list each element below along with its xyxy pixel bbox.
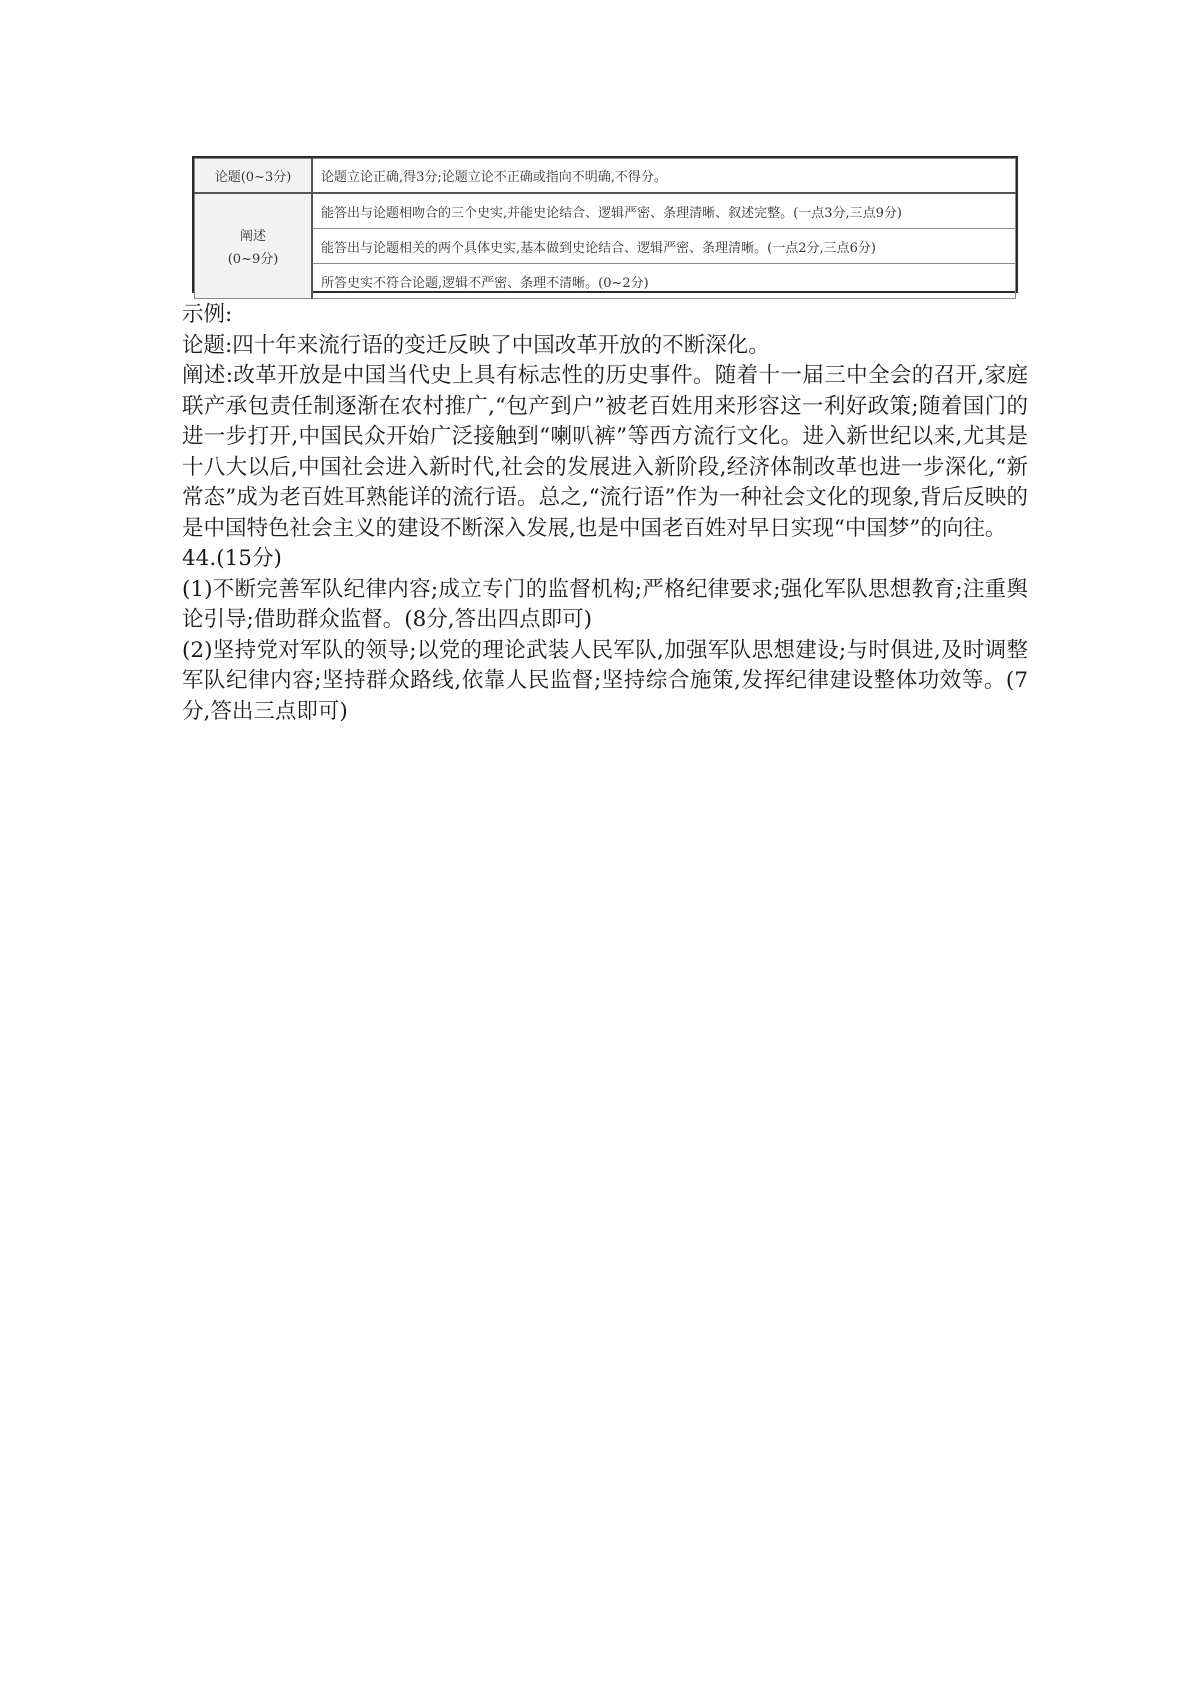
example-heading: 示例:: [182, 302, 233, 327]
answer-body: [182, 300, 1028, 727]
elaboration-criteria-level-3: 所答史实不符合论题,逻辑不严密、条理不清晰。(0~2分): [312, 264, 1016, 299]
rubric-row-elaboration: [195, 229, 1016, 264]
elaboration-criteria-level-1: 能答出与论题相吻合的三个史实,并能史论结合、逻辑严密、条理清晰、叙述完整。(一点3分,三点9分): [312, 193, 1016, 229]
elaboration-label-title: 阐述: [239, 229, 266, 244]
rubric-row-thesis: [195, 159, 1016, 194]
example-elaboration: 阐述:改革开放是中国当代史上具有标志性的历史事件。随着十一届三中全会的召开,家庭联产承包责任制逐渐在农村推广,“包产到户”被老百姓用来形容这一利好政策;随着国门的进一步打开,中国民众开始广泛接触到“喇叭裤”等西方流行文化。进入新世纪以来,尤其是十八大以后,中国社会进入新时代,社会的发展进入新阶段,经济体制改革也进一步深化,“新常态”成为老百姓耳熟能详的流行语。总之,“流行语”作为一种社会文化的现象,背后反映的是中国特色社会主义的建设不断深入发展,也是中国老百姓对早日实现“中国梦”的向往。: [182, 363, 1028, 541]
thesis-label: 论题(0~3分): [195, 159, 313, 194]
elaboration-criteria-level-2: 能答出与论题相关的两个具体史实,基本做到史论结合、逻辑严密、条理清晰。(一点2分,三点6分): [312, 229, 1016, 264]
question-44-heading: 44.(15分): [182, 546, 282, 571]
rubric-row-elaboration: [195, 264, 1016, 299]
elaboration-label: [195, 193, 313, 299]
rubric-row-elaboration: [195, 193, 1016, 229]
thesis-criteria: 论题立论正确,得3分;论题立论不正确或指向不明确,不得分。: [312, 159, 1016, 194]
scoring-rubric-table: [192, 156, 1018, 293]
elaboration-label-score: (0~9分): [227, 252, 279, 267]
question-44-part-2: (2)坚持党对军队的领导;以党的理论武装人民军队,加强军队思想建设;与时俱进,及时调整军队纪律内容;坚持群众路线,依靠人民监督;坚持综合施策,发挥纪律建设整体功效等。(7分,答出三点即可): [182, 637, 1028, 724]
example-thesis: 论题:四十年来流行语的变迁反映了中国改革开放的不断深化。: [182, 332, 770, 358]
question-44-part-1: (1)不断完善军队纪律内容;成立专门的监督机构;严格纪律要求;强化军队思想教育;注重舆论引导;借助群众监督。(8分,答出四点即可): [182, 576, 1028, 632]
